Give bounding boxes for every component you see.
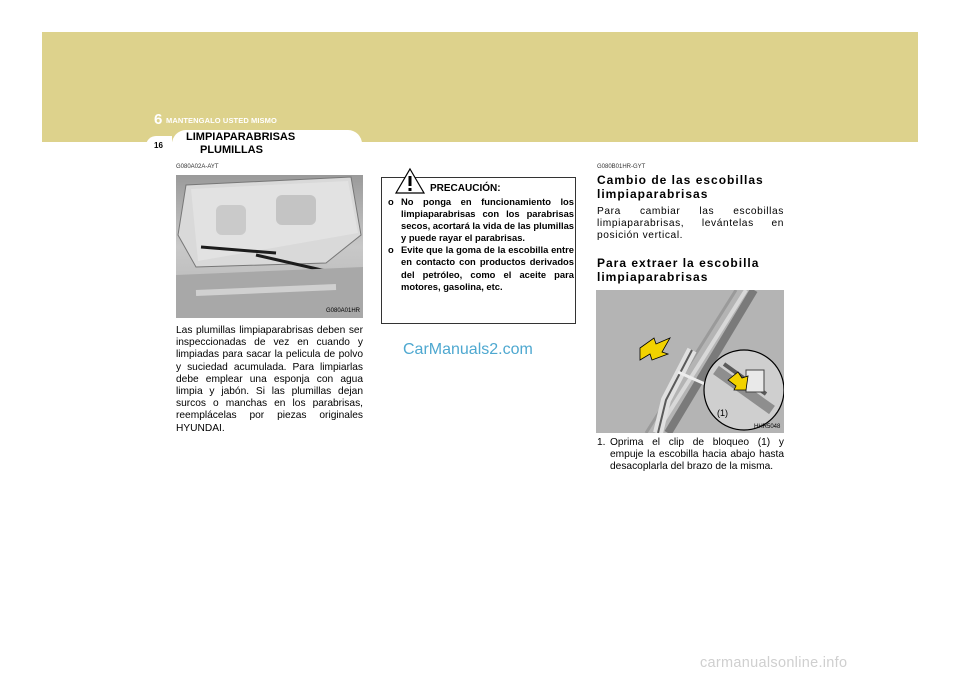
wiper-image-code: HHR5048 [754, 424, 781, 430]
wiper-blade-illustration [596, 290, 784, 433]
carmanuals-watermark[interactable]: CarManuals2.com [403, 341, 533, 358]
section-title: LIMPIAPARABRISAS PLUMILLAS [186, 131, 296, 156]
photo-code: G080A01HR [326, 308, 361, 314]
left-section-code: G080A02A-AYT [176, 164, 219, 170]
caution-list [388, 196, 574, 293]
chapter-title: MANTENGALO USTED MISMO [166, 116, 277, 125]
step-item: 1. Oprima el clip de bloqueo (1) y empuje la escobilla hacia abajo hasta desacoplarla del brazo de la misma. [597, 437, 784, 472]
chapter-number: 6 [154, 111, 163, 128]
heading-change-blades: Cambio de las escobillas limpiaparabrisas [597, 173, 764, 201]
left-body-text: Las plumillas limpiaparabrisas deben ser inspeccionadas de vez en cuando y limpiadas para sacar la pelicula de polvo y suciedad acumulada. Para limpiarlas debe emplear una esponja con agua limpia y jabón. Si las plumillas dejan surcos o manchas en los parabrisas, reemplácelas por piezas originales HYUNDAI. [176, 325, 363, 434]
footer-watermark[interactable]: carmanualsonline.info [700, 655, 848, 671]
caution-title: PRECAUCIÓN: [430, 183, 501, 194]
callout-label: (1) [717, 408, 728, 418]
windshield-photo [176, 175, 363, 318]
step-number: 1. [597, 437, 606, 448]
caution-item: o No ponga en funcionamiento los limpiaparabrisas con los parabrisas secos, acortará la vida de las plumillas y puede rayar el parabrisas. [388, 196, 575, 244]
step-list [597, 437, 784, 473]
bullet-icon: o [388, 244, 394, 256]
right-section-code: G080B01HR-GYT [597, 164, 646, 170]
para-change-blades: Para cambiar las escobillas limpiaparabrisas, levántelas en posición vertical. [597, 206, 784, 242]
page-number: 16 [154, 141, 163, 150]
bullet-icon: o [388, 196, 394, 207]
header-band [42, 32, 918, 142]
heading-remove-blade: Para extraer la escobilla limpiaparabrisas [597, 256, 760, 284]
warning-triangle-icon [394, 167, 426, 195]
caution-item: o Evite que la goma de la escobilla entre en contacto con productos derivados del petróleo, como el aceite para motores, gasolina, etc. [388, 244, 574, 292]
